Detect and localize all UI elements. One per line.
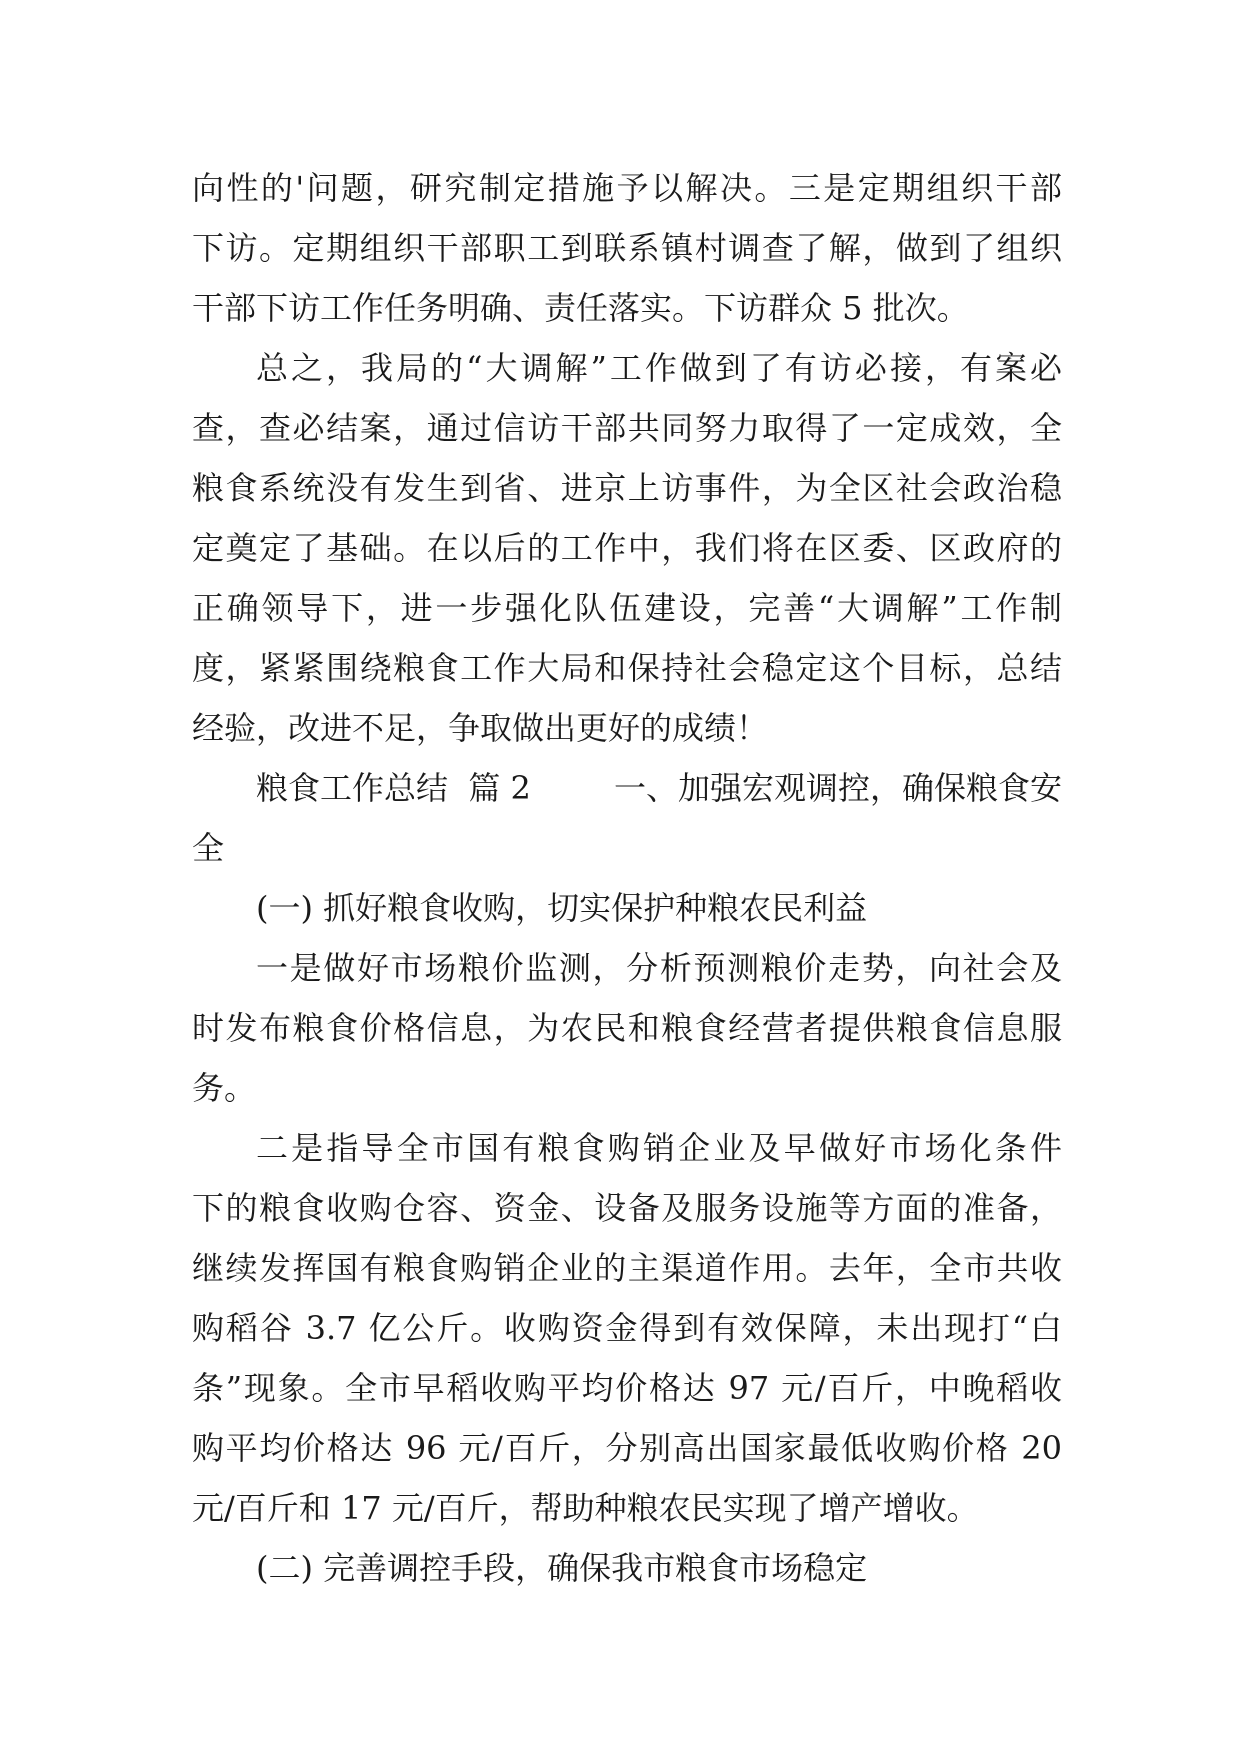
paragraph-line: 务。 <box>192 1069 257 1107</box>
paragraph-line: 向性的'问题，研究制定措施予以解决。三是定期组织干部 <box>192 169 1062 207</box>
paragraph-line: 正确领导下，进一步强化队伍建设，完善“大调解”工作制 <box>192 589 1062 627</box>
paragraph-line: 下的粮食收购仓容、资金、设备及服务设施等方面的准备， <box>192 1189 1062 1227</box>
paragraph-line: 经验，改进不足，争取做出更好的成绩！ <box>192 709 769 747</box>
sub-heading: (二) 完善调控手段，确保我市粮食市场稳定 <box>256 1549 868 1587</box>
paragraph-line: 二是指导全市国有粮食购销企业及早做好市场化条件 <box>256 1129 1062 1167</box>
paragraph-line: 查，查必结案，通过信访干部共同努力取得了一定成效，全 <box>192 409 1062 447</box>
sub-heading: (一) 抓好粮食收购，切实保护种粮农民利益 <box>256 889 868 927</box>
paragraph-line: 干部下访工作任务明确、责任落实。下访群众 5 批次。 <box>192 289 969 327</box>
paragraph-line: 继续发挥国有粮食购销企业的主渠道作用。去年，全市共收 <box>192 1249 1062 1287</box>
paragraph-line: 购平均价格达 96 元/百斤，分别高出国家最低收购价格 20 <box>192 1429 1062 1467</box>
paragraph-line: 粮食系统没有发生到省、进京上访事件，为全区社会政治稳 <box>192 469 1062 507</box>
paragraph-line: 时发布粮食价格信息，为农民和粮食经营者提供粮食信息服 <box>192 1009 1062 1047</box>
paragraph-line: 条”现象。全市早稻收购平均价格达 97 元/百斤，中晚稻收 <box>192 1369 1062 1407</box>
paragraph-line: 一是做好市场粮价监测，分析预测粮价走势，向社会及 <box>256 949 1062 987</box>
section-subtitle: 一、加强宏观调控，确保粮食安 <box>613 769 1062 807</box>
section-title: 粮食工作总结 篇 2 <box>256 769 531 807</box>
paragraph-line: 总之，我局的“大调解”工作做到了有访必接，有案必 <box>256 349 1062 387</box>
paragraph-line: 定奠定了基础。在以后的工作中，我们将在区委、区政府的 <box>192 529 1062 567</box>
paragraph-line: 购稻谷 3.7 亿公斤。收购资金得到有效保障，未出现打“白 <box>192 1309 1062 1347</box>
document-body <box>192 158 1062 1598</box>
paragraph-line: 元/百斤和 17 元/百斤，帮助种粮农民实现了增产增收。 <box>192 1489 979 1527</box>
section-subtitle-continuation: 全 <box>192 829 225 867</box>
paragraph-line: 下访。定期组织干部职工到联系镇村调查了解，做到了组织 <box>192 229 1062 267</box>
section-heading <box>192 758 1062 818</box>
paragraph-line: 度，紧紧围绕粮食工作大局和保持社会稳定这个目标，总结 <box>192 649 1062 687</box>
